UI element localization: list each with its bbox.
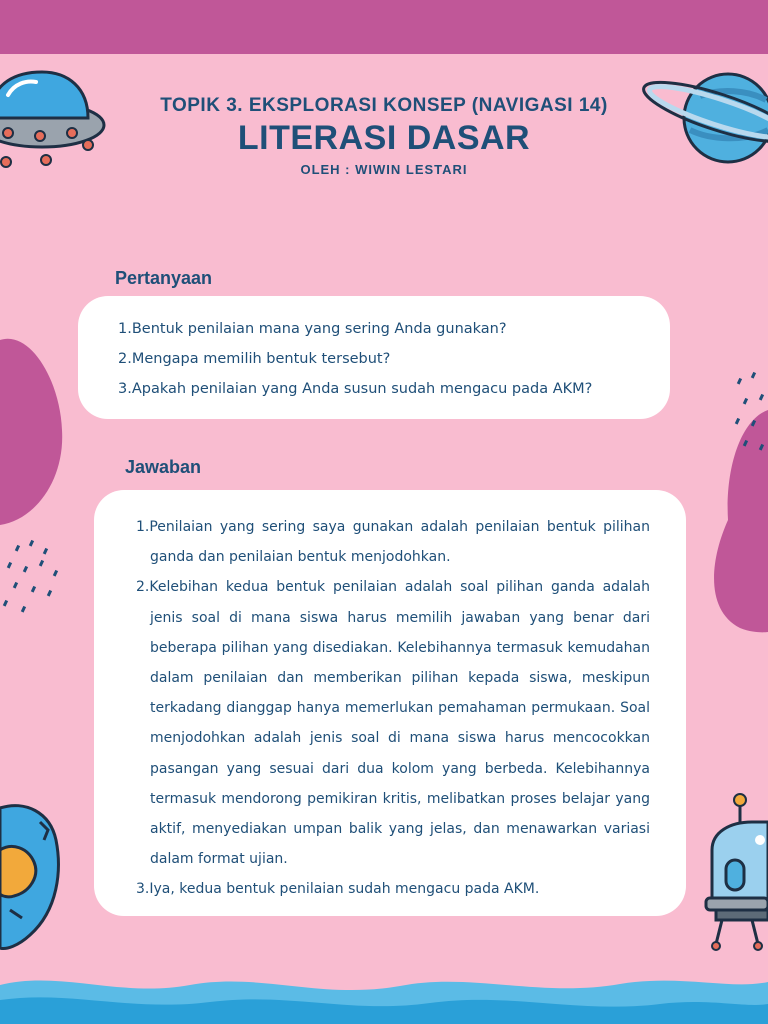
question-item: 1.Bentuk penilaian mana yang sering Anda gunakan? bbox=[118, 321, 507, 337]
author-line: OLEH : WIWIN LESTARI bbox=[300, 162, 468, 177]
robot-capsule-icon bbox=[706, 794, 768, 950]
questions-list bbox=[78, 296, 670, 404]
answers-list bbox=[94, 490, 686, 905]
answers-card bbox=[94, 490, 686, 916]
answer-item: 1.Penilaian yang sering saya gunakan adalah penilaian bentuk pilihan ganda dan penilaian bentuk menjodohkan. bbox=[136, 519, 650, 566]
asteroid-icon bbox=[0, 806, 58, 949]
questions-label: Pertanyaan bbox=[115, 268, 213, 288]
question-item: 2.Mengapa memilih bentuk tersebut? bbox=[118, 351, 391, 367]
header bbox=[0, 95, 768, 177]
answer-item: 2.Kelebihan kedua bentuk penilaian adalah soal pilihan ganda adalah jenis soal di mana siswa harus memilih jawaban yang benar dari beberapa pilihan yang disediakan. Kelebihannya termasuk kemudahan dalam penilaian dan memberikan pilihan kepada siswa, meskipun terkadang dianggap hanya memerlukan pemahaman permukaan. Soal menjodohkan adalah jenis soal di mana siswa harus mencocokkan pasangan yang sesuai dari dua kolom yang berbeda. Kelebihannya termasuk mendorong pemikiran kritis, melibatkan proses belajar yang aktif, menyediakan umpan balik yang jelas, dan menawarkan variasi dalam format ujian. bbox=[136, 579, 650, 868]
answer-item: 3.Iya, kedua bentuk penilaian sudah mengacu pada AKM. bbox=[136, 881, 540, 898]
question-item: 3.Apakah penilaian yang Anda susun sudah mengacu pada AKM? bbox=[118, 381, 593, 397]
left-blob bbox=[0, 339, 62, 525]
page-title: LITERASI DASAR bbox=[237, 119, 531, 157]
right-blob bbox=[714, 410, 768, 632]
speckles-left bbox=[3, 540, 58, 613]
questions-card bbox=[78, 296, 670, 419]
topic-title: TOPIK 3. EKSPLORASI KONSEP (NAVIGASI 14) bbox=[160, 95, 608, 116]
answers-label: Jawaban bbox=[125, 457, 202, 477]
